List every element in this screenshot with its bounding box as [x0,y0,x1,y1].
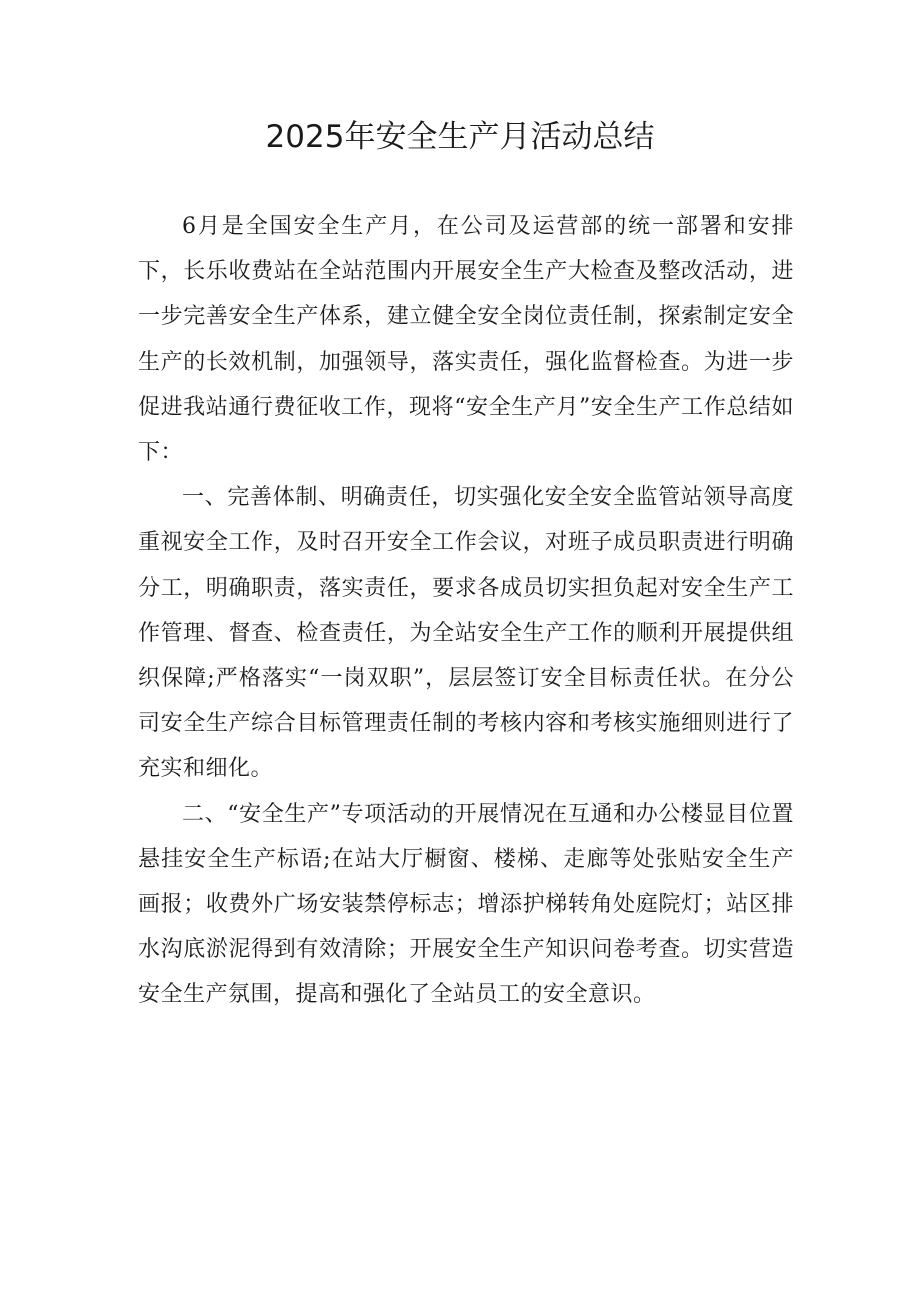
document-body [138,204,794,1018]
paragraph-section-1: 一、完善体制、明确责任，切实强化安全安全监管站领导高度重视安全工作，及时召开安全工作会议，对班子成员职责进行明确分工，明确职责，落实责任，要求各成员切实担负起对安全生产工作管理、督查、检查责任，为全站安全生产工作的顺利开展提供组织保障;严格落实“一岗双职”，层层签订安全目标责任状。在分公司安全生产综合目标管理责任制的考核内容和考核实施细则进行了充实和细化。 [138,485,794,782]
document-title: 2025年安全生产月活动总结 [265,119,655,155]
paragraph-intro: 6月是全国安全生产月，在公司及运营部的统一部署和安排下，长乐收费站在全站范围内开展安全生产大检查及整改活动，进一步完善安全生产体系，建立健全安全岗位责任制，探索制定安全生产的长效机制，加强领导，落实责任，强化监督检查。为进一步促进我站通行费征收工作，现将“安全生产月”安全生产工作总结如下： [138,214,794,466]
paragraph-section-2: 二、“安全生产”专项活动的开展情况在互通和办公楼显目位置悬挂安全生产标语;在站大厅橱窗、楼梯、走廊等处张贴安全生产画报；收费外广场安装禁停标志；增添护梯转角处庭院灯；站区排水沟底淤泥得到有效清除；开展安全生产知识问卷考查。切实营造安全生产氛围，提高和强化了全站员工的安全意识。 [138,801,794,1008]
